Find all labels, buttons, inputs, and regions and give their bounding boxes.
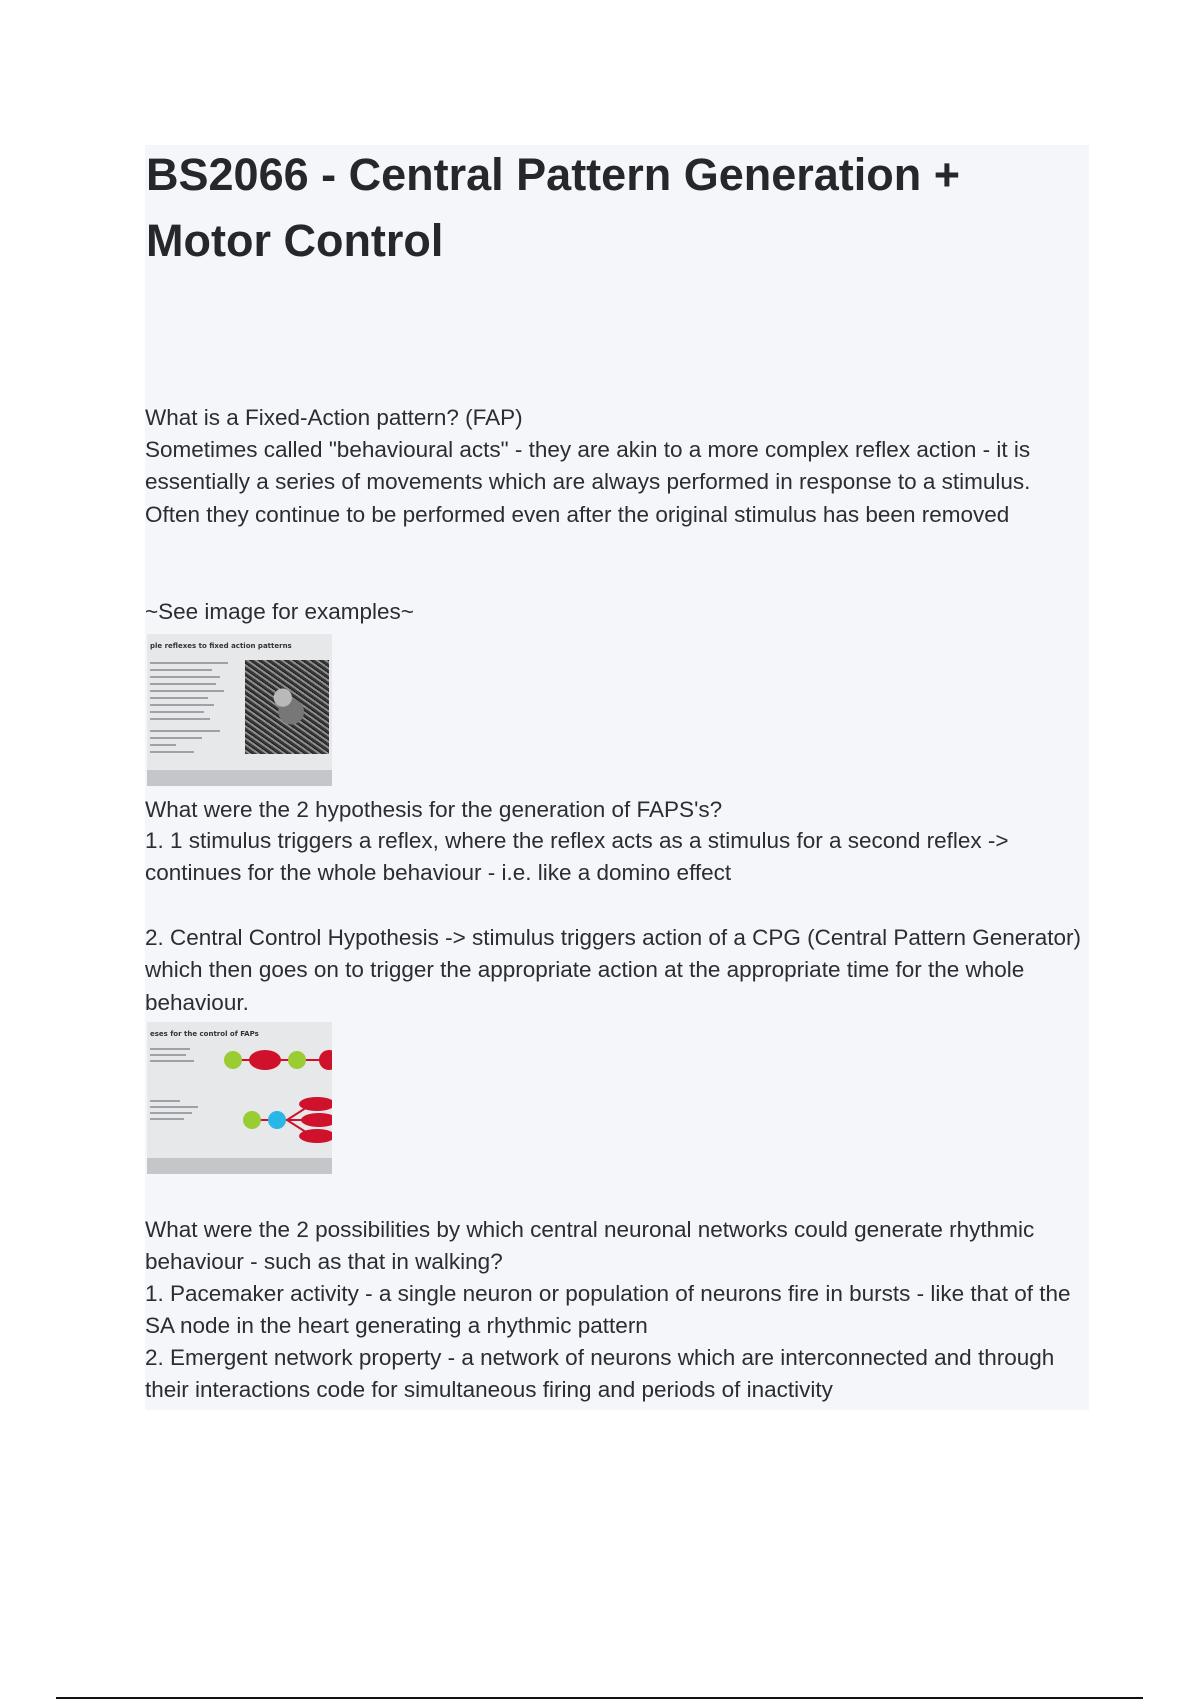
- stimulus-node-3: [243, 1111, 261, 1129]
- answer-central-control-hypothesis: 2. Central Control Hypothesis -> stimulus triggers action of a CPG (Central Pattern Generator) which then goes on to trigger the appropriate action at the appropriate time for the whole behaviour.: [145, 925, 1082, 1015]
- fap-examples-image: [147, 634, 332, 786]
- reflex-node-2: [319, 1050, 332, 1070]
- answer-reflex-chain-hypothesis: 1. 1 stimulus triggers a reflex, where the reflex acts as a stimulus for a second reflex -> continues for the whole behaviour - i.e. like a domino effect: [145, 828, 1009, 886]
- answer-fixed-action-pattern: Sometimes called "behavioural acts" - they are akin to a more complex reflex action - it is essentially a series of movements which are always performed in response to a stimulus. Often they continue to be performed even after the original stimulus has been removed: [145, 437, 1031, 527]
- page-bottom-rule: [56, 1697, 1143, 1699]
- stimulus-node-2: [288, 1051, 306, 1069]
- question-fap-hypotheses: What were the 2 hypothesis for the generation of FAPS's?: [145, 797, 723, 822]
- action-node-2: [301, 1113, 332, 1127]
- animal-photo: [245, 660, 329, 754]
- answer-pacemaker-activity: 1. Pacemaker activity - a single neuron or population of neurons fire in bursts - like that of the SA node in the heart generating a rhythmic pattern: [145, 1281, 1071, 1339]
- question-fixed-action-pattern: What is a Fixed-Action pattern? (FAP): [145, 405, 523, 430]
- fap-control-diagram: [147, 1022, 332, 1174]
- fap-examples-image-caption: ple reflexes to fixed action patterns: [150, 642, 292, 650]
- question-rhythmic-behaviour: What were the 2 possibilities by which central neuronal networks could generate rhythmic behaviour - such as that in walking?: [145, 1217, 1035, 1275]
- fap-control-diagram-image: [147, 1022, 332, 1174]
- cpg-node: [268, 1111, 286, 1129]
- reflex-node-1: [249, 1050, 281, 1070]
- stimulus-node-1: [224, 1051, 242, 1069]
- fap-control-diagram-caption: eses for the control of FAPs: [150, 1030, 259, 1038]
- document-title: BS2066 - Central Pattern Generation + Motor Control: [146, 149, 961, 266]
- answer-emergent-network-property: 2. Emergent network property - a network of neurons which are interconnected and through their interactions code for simultaneous firing and periods of inactivity: [145, 1345, 1055, 1403]
- see-image-note: ~See image for examples~: [145, 599, 414, 624]
